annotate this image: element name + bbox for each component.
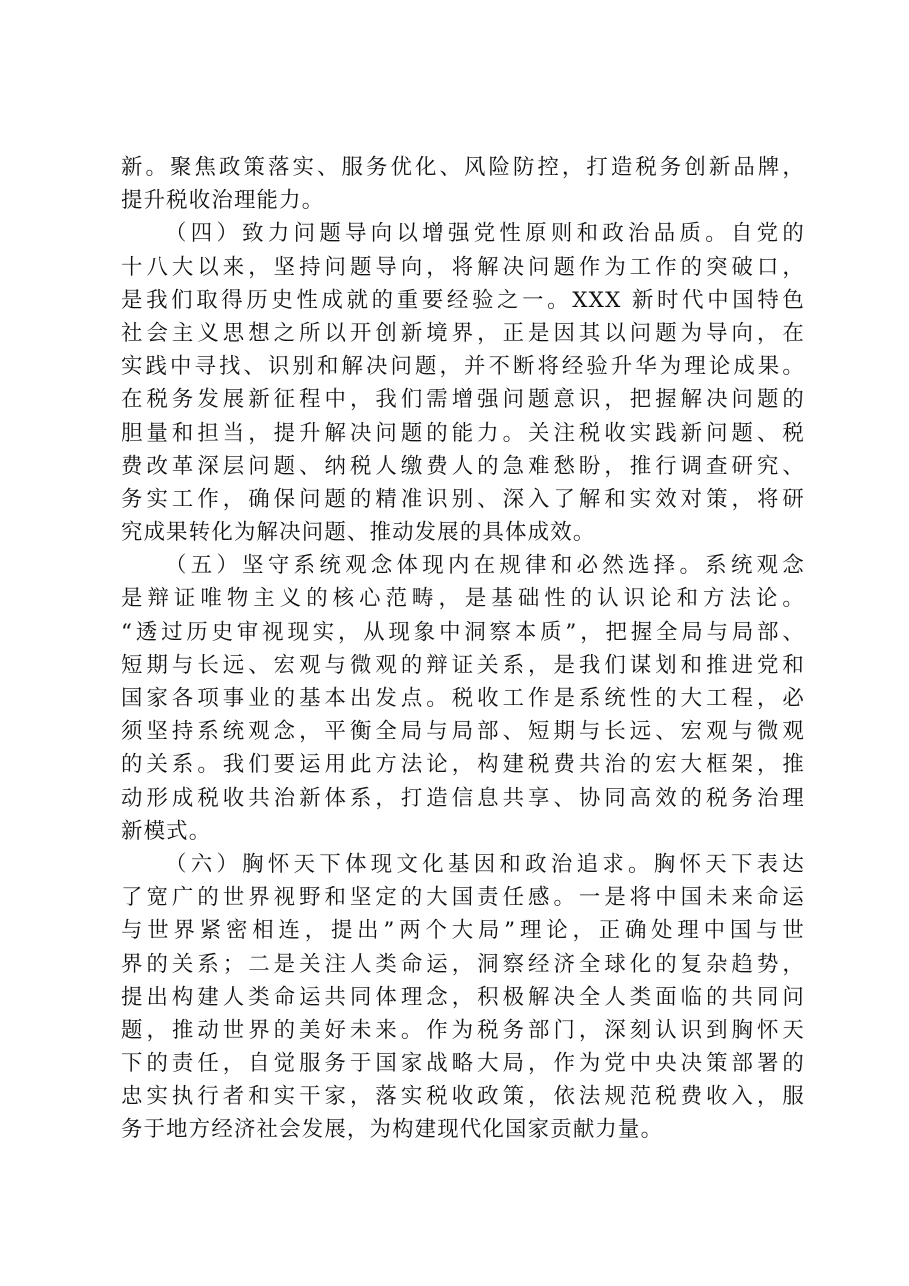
text-line: 新。聚焦政策落实、服务优化、风险防控，打造税务创新品牌，: [121, 155, 805, 180]
text-line: 下的责任，自觉服务于国家战略大局，作为党中央决策部署的: [121, 1051, 805, 1077]
text-line: 界的关系；二是关注人类命运，洞察经济全球化的复杂趋势，: [121, 951, 805, 977]
text-line: 提升税收治理能力。: [121, 188, 325, 214]
document-body: [121, 151, 805, 1147]
text-line: 社会主义思想之所以开创新境界，正是因其以问题为导向，在: [121, 320, 805, 346]
text-line: 忠实执行者和实干家，落实税收政策，依法规范税费收入，服: [121, 1084, 805, 1110]
text-line: “透过历史审视现实，从现象中洞察本质”，把握全局与局部、: [121, 619, 805, 645]
paragraph-five: [121, 549, 805, 848]
text-line: 胆量和担当，提升解决问题的能力。关注税收实践新问题、税: [121, 420, 805, 446]
text-line: 提出构建人类命运共同体理念，积极解决全人类面临的共同问: [121, 984, 805, 1010]
text-line: 动形成税收共治新体系，打造信息共享、协同高效的税务治理: [121, 785, 805, 811]
text-line: 新模式。: [121, 818, 212, 844]
text-line: 是我们取得历史性成就的重要经验之一。XXX 新时代中国特色: [121, 287, 805, 313]
text-line: 十八大以来，坚持问题导向，将解决问题作为工作的突破口，: [121, 254, 805, 280]
paragraph-heading-line: （四）致力问题导向以增强党性原则和政治品质。自党的: [165, 221, 805, 247]
text-line: 费改革深层问题、纳税人缴费人的急难愁盼，推行调查研究、: [121, 453, 805, 479]
text-line: 务于地方经济社会发展，为构建现代化国家贡献力量。: [121, 1117, 664, 1143]
paragraph-four: [121, 217, 805, 549]
text-line: 的关系。我们要运用此方法论，构建税费共治的宏大框架，推: [121, 752, 805, 778]
text-line: 国家各项事业的基本出发点。税收工作是系统性的大工程，必: [121, 686, 805, 711]
text-line: 了宽广的世界视野和坚定的大国责任感。一是将中国未来命运: [121, 885, 805, 911]
text-line: 是辩证唯物主义的核心范畴，是基础性的认识论和方法论。: [121, 586, 805, 612]
text-line: 与世界紧密相连，提出”两个大局”理论，正确处理中国与世: [121, 918, 805, 944]
text-line: 究成果转化为解决问题、推动发展的具体成效。: [121, 520, 596, 546]
paragraph-heading-line: （六）胸怀天下体现文化基因和政治追求。胸怀天下表达: [165, 851, 805, 877]
text-line: 实践中寻找、识别和解决问题，并不断将经验升华为理论成果。: [121, 354, 805, 380]
paragraph-continuation: [121, 151, 805, 217]
text-line: 须坚持系统观念，平衡全局与局部、短期与长远、宏观与微观: [121, 719, 805, 745]
text-line: 在税务发展新征程中，我们需增强问题意识，把握解决问题的: [121, 387, 805, 413]
text-line: 短期与长远、宏观与微观的辩证关系，是我们谋划和推进党和: [121, 652, 805, 678]
text-line: 务实工作，确保问题的精准识别、深入了解和实效对策，将研: [121, 486, 805, 512]
paragraph-heading-line: （五）坚守系统观念体现内在规律和必然选择。系统观念: [165, 553, 805, 579]
paragraph-six: [121, 848, 805, 1147]
text-line: 题，推动世界的美好未来。作为税务部门，深刻认识到胸怀天: [121, 1017, 805, 1043]
